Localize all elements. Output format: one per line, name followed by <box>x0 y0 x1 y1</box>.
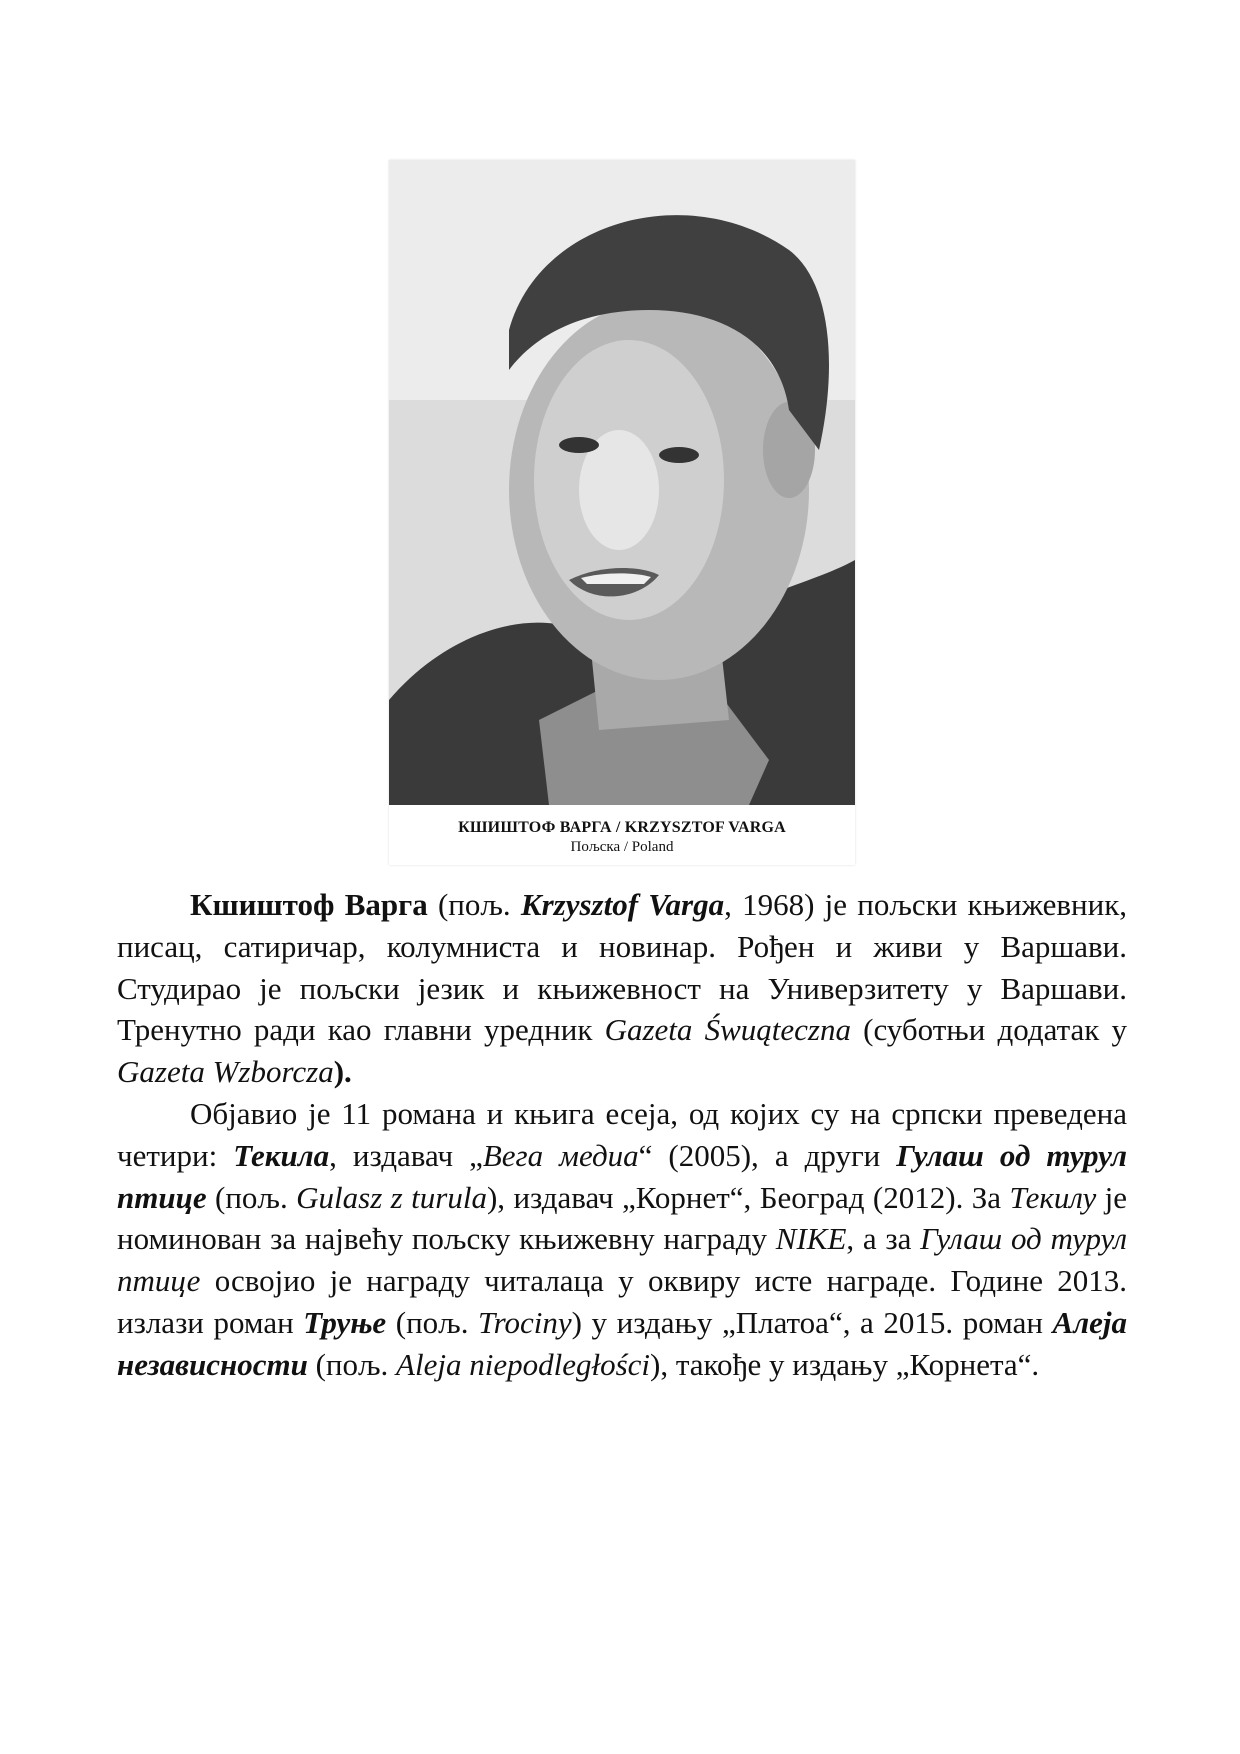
text-span: је номинован за највећу пољску књижевну награду <box>117 1179 1127 1257</box>
text-span: (суботњи додатак у <box>850 1012 1128 1048</box>
text-span: (пољ. <box>386 1304 479 1340</box>
book-title: Алеја независности <box>117 1304 1127 1382</box>
text-span: ) у издању „Платоа“, а 2015. роман <box>571 1304 1053 1340</box>
book-title-polish: Aleja niepodległości <box>396 1346 651 1382</box>
caption-country: Пољска / Poland <box>570 839 674 855</box>
award-name: NIKE <box>775 1221 847 1257</box>
biography-text <box>117 884 1127 1386</box>
author-portrait-image <box>389 160 855 805</box>
text-span: “ (2005), а други <box>638 1137 897 1173</box>
author-name-polish: Krzysztof Varga <box>520 887 725 922</box>
text-span: (пољ. <box>307 1346 397 1382</box>
author-photo <box>389 160 855 805</box>
author-photo-card <box>389 160 855 865</box>
text-span: ), такође у издању „Корнета“. <box>650 1346 1040 1382</box>
text-span: , 1968) је пољски књижевник, писац, сатиричар, колумниста и новинар. Рођен и живи у Варшави. Студирао је пољски језик и књижевност на Универзитету у Варшави. Тренутно ради као главни уредник <box>117 887 1128 1048</box>
text-span: , издавач „ <box>329 1137 483 1173</box>
text-span: Објавио је 11 романа и књига есеја, од којих су на српски преведена четири: <box>117 1095 1127 1173</box>
text-span: (пољ. <box>427 887 521 922</box>
publisher-name: Вега медиа <box>482 1137 639 1173</box>
text-span: , а за <box>846 1221 921 1257</box>
book-title: Гулаш од турул птице <box>117 1137 1127 1215</box>
publication-title: Gazeta Śwuąteczna <box>604 1012 851 1048</box>
photo-caption <box>389 805 855 865</box>
biography-paragraph-1 <box>117 884 1127 1093</box>
caption-author-name: КШИШТОФ ВАРГА / KRZYSZTOF VARGA <box>458 819 786 836</box>
book-title: Гулаш од турул птице <box>117 1221 1127 1299</box>
book-title: Текилу <box>1009 1179 1097 1215</box>
text-span: ), издавач „Корнет“, Београд (2012). За <box>486 1179 1010 1215</box>
author-name-cyrillic: Кшиштоф Варга <box>190 887 428 922</box>
text-span: освојио је награду читалаца у оквиру исте награде. Године 2013. излази роман <box>117 1263 1127 1340</box>
text-span: (пољ. <box>206 1179 297 1215</box>
biography-paragraph-2 <box>117 1093 1127 1386</box>
text-span: ). <box>333 1054 352 1090</box>
publication-title: Gazeta Wzborcza <box>117 1054 334 1090</box>
book-title-polish: Trociny <box>478 1304 572 1340</box>
book-title-polish: Gulasz z turula <box>296 1179 487 1215</box>
book-title: Текила <box>233 1137 330 1173</box>
book-title: Труње <box>303 1304 387 1340</box>
